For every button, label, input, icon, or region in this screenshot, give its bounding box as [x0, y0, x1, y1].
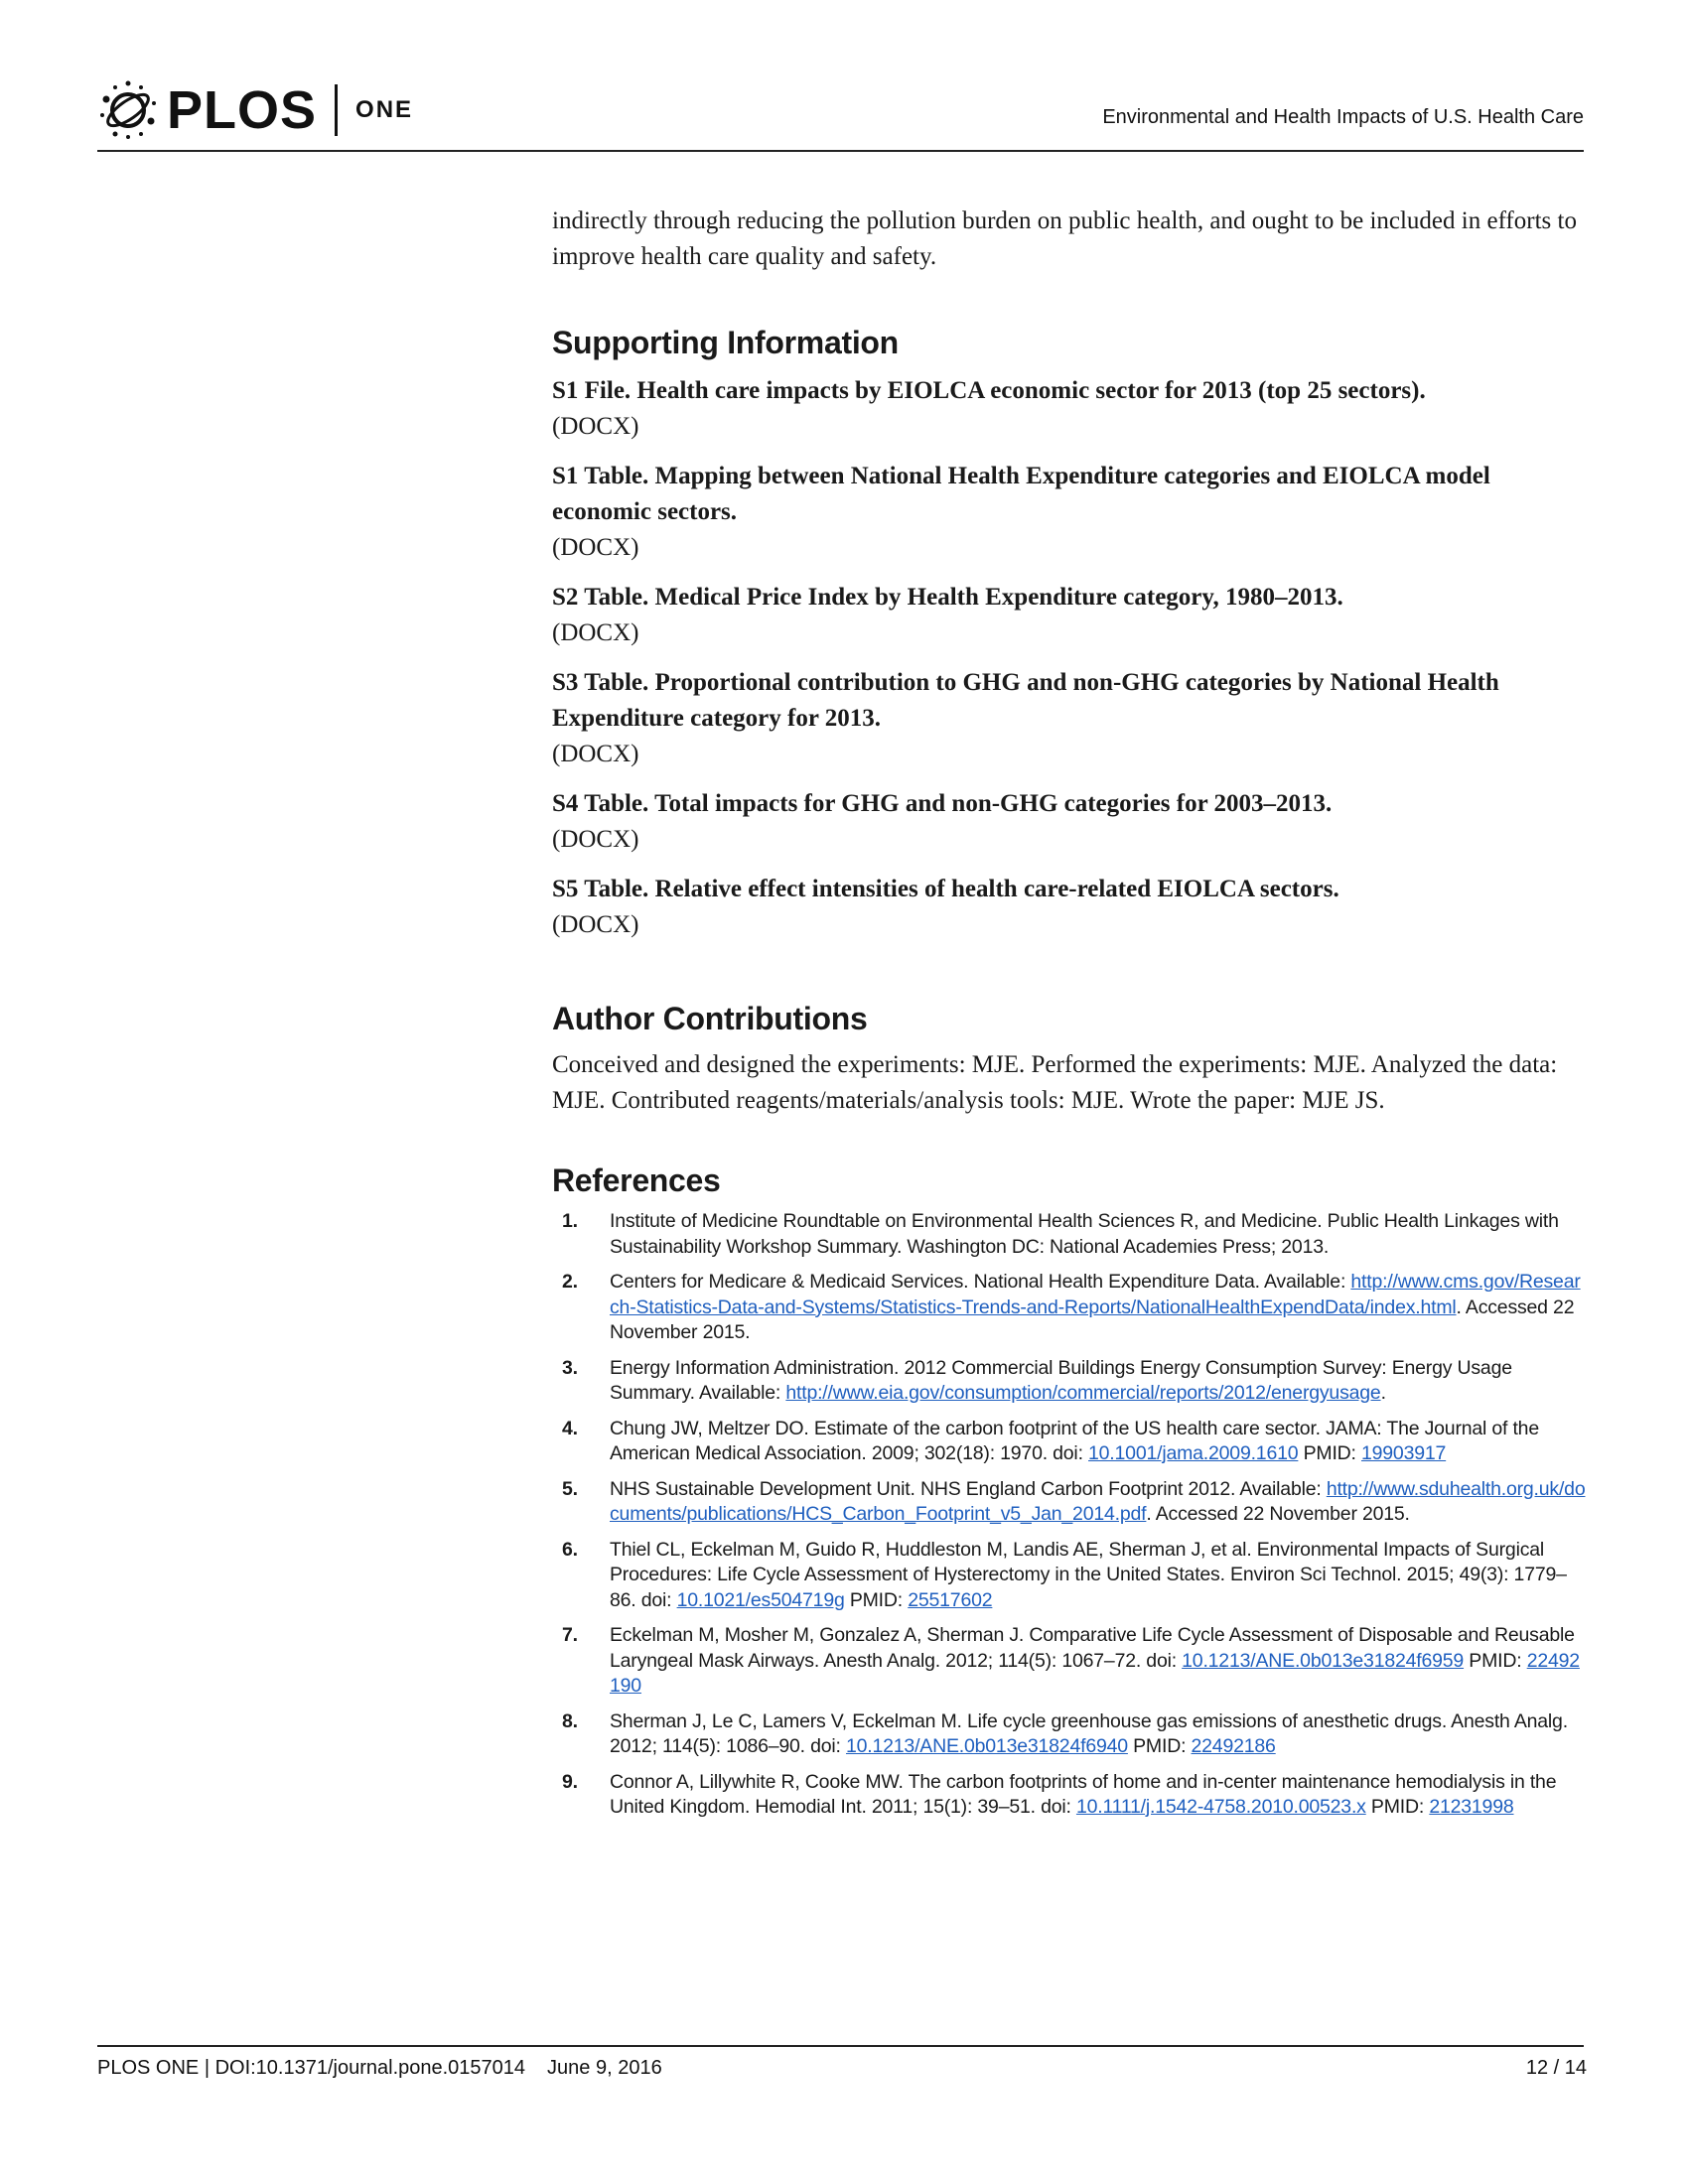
- reference-text-segment: PMID:: [1127, 1735, 1192, 1757]
- plos-globe-icon: [97, 79, 159, 141]
- logo-plos-text: PLOS: [167, 80, 318, 140]
- footer-divider: [97, 2045, 1584, 2047]
- reference-link[interactable]: 21231998: [1429, 1796, 1514, 1818]
- si-item[interactable]: [552, 373, 1587, 445]
- si-item-format: (DOCX): [552, 741, 639, 767]
- reference-number: 5.: [562, 1477, 578, 1500]
- si-item-title[interactable]: S1 Table. Mapping between National Health Expenditure categories and EIOLCA model economic sectors.: [552, 463, 1490, 525]
- reference-link[interactable]: 25517602: [908, 1588, 993, 1611]
- reference-number: 8.: [562, 1709, 578, 1732]
- intro-paragraph: indirectly through reducing the pollution burden on public health, and ought to be included in efforts to improve health care quality and safety.: [552, 207, 1577, 270]
- reference-text-segment: .: [1380, 1382, 1386, 1404]
- footer-citation: [97, 2057, 662, 2080]
- reference-text-segment: Connor A, Lillywhite R, Cooke MW. The carbon footprints of home and in-center maintenance hemodialysis in the United Kingdom. Hemodial Int. 2011; 15(1): 39–51. doi:: [610, 1770, 1557, 1818]
- reference-text: [610, 1478, 1585, 1526]
- reference-text-segment: Chung JW, Meltzer DO. Estimate of the carbon footprint of the US health care sector. JAMA: The Journal of the American Medical Association. 2009; 302(18): 1970. doi:: [610, 1417, 1539, 1464]
- reference-text-segment: Energy Information Administration. 2012 Commercial Buildings Energy Consumption Survey: Energy Usage Summary. Available:: [610, 1356, 1512, 1404]
- reference-text-segment: NHS Sustainable Development Unit. NHS England Carbon Footprint 2012. Available:: [610, 1477, 1327, 1500]
- reference-number: 3.: [562, 1356, 578, 1379]
- reference-number: 4.: [562, 1417, 578, 1439]
- si-item-title[interactable]: S1 File. Health care impacts by EIOLCA economic sector for 2013 (top 25 sectors).: [552, 377, 1426, 404]
- reference-link[interactable]: http://www.cms.gov/Research-Statistics-Data-and-Systems/Statistics-Trends-and-Reports/NationalHealthExpendData/index.html: [610, 1271, 1581, 1318]
- reference-link[interactable]: 10.1213/ANE.0b013e31824f6940: [845, 1735, 1128, 1757]
- reference-link[interactable]: 10.1111/j.1542-4758.2010.00523.x: [1075, 1796, 1366, 1818]
- footer-date: June 9, 2016: [547, 2057, 662, 2079]
- reference-item: [552, 1538, 1587, 1614]
- si-item-format: (DOCX): [552, 826, 639, 853]
- reference-text: [610, 1357, 1512, 1405]
- logo-one-text: ONE: [355, 96, 414, 123]
- reference-link[interactable]: 19903917: [1361, 1442, 1447, 1464]
- reference-text: [610, 1210, 1559, 1258]
- references-list: [552, 1209, 1587, 1821]
- si-item-title[interactable]: S3 Table. Proportional contribution to GHG and non-GHG categories by National Health Expenditure category for 2013.: [552, 669, 1499, 732]
- author-contributions-heading: Author Contributions: [552, 1001, 868, 1036]
- reference-item: [552, 1477, 1587, 1528]
- reference-item: [552, 1417, 1587, 1467]
- reference-text: [610, 1539, 1567, 1611]
- reference-number: 1.: [562, 1210, 578, 1232]
- reference-link[interactable]: 22492190: [610, 1649, 1580, 1697]
- supporting-info-list: [552, 373, 1587, 943]
- reference-text-segment: PMID:: [844, 1588, 909, 1611]
- reference-text-segment: . Accessed 22 November 2015.: [1146, 1503, 1410, 1525]
- reference-text-segment: Thiel CL, Eckelman M, Guido R, Huddleston M, Landis AE, Sherman J, et al. Environmental Impacts of Surgical Procedures: Life Cycle Assessment of Hysterectomy in the United States. Environ Sci Technol. 2015; 49(3): 1779–86. doi:: [610, 1538, 1567, 1611]
- reference-text-segment: Centers for Medicare & Medicaid Services. National Health Expenditure Data. Available:: [610, 1271, 1351, 1293]
- footer-journal-doi[interactable]: PLOS ONE | DOI:10.1371/journal.pone.0157014: [97, 2057, 526, 2079]
- reference-text: [610, 1771, 1556, 1819]
- reference-link[interactable]: 10.1213/ANE.0b013e31824f6959: [1182, 1649, 1465, 1672]
- page-header: [97, 73, 1584, 151]
- si-item-format: (DOCX): [552, 619, 639, 646]
- reference-link[interactable]: http://www.sduhealth.org.uk/documents/publications/HCS_Carbon_Footprint_v5_Jan_2014.pdf: [610, 1477, 1586, 1525]
- reference-text: [610, 1271, 1581, 1343]
- main-content: [552, 204, 1587, 1831]
- si-item[interactable]: [552, 872, 1587, 943]
- reference-link[interactable]: http://www.eia.gov/consumption/commercial/reports/2012/energyusage: [785, 1382, 1381, 1404]
- reference-number: 2.: [562, 1271, 578, 1293]
- references-heading: References: [552, 1162, 721, 1198]
- logo-divider: [335, 84, 338, 136]
- plos-one-logo[interactable]: [97, 79, 413, 141]
- running-title: Environmental and Health Impacts of U.S. Health Care: [1102, 106, 1584, 128]
- si-item[interactable]: [552, 459, 1587, 566]
- reference-number: 6.: [562, 1538, 578, 1561]
- reference-text-segment: . Accessed 22 November 2015.: [610, 1296, 1575, 1343]
- header-divider: [97, 150, 1584, 152]
- reference-item: [552, 1270, 1587, 1346]
- reference-item: [552, 1209, 1587, 1260]
- reference-text: [610, 1624, 1580, 1697]
- reference-link[interactable]: 10.1001/jama.2009.1610: [1088, 1442, 1299, 1464]
- reference-link[interactable]: 22492186: [1191, 1735, 1276, 1757]
- reference-text: [610, 1418, 1539, 1465]
- si-item-format: (DOCX): [552, 413, 639, 440]
- si-item[interactable]: [552, 665, 1587, 772]
- si-item-title[interactable]: S4 Table. Total impacts for GHG and non-GHG categories for 2003–2013.: [552, 790, 1333, 817]
- si-item-title[interactable]: S5 Table. Relative effect intensities of health care-related EIOLCA sectors.: [552, 876, 1339, 902]
- reference-text-segment: PMID:: [1365, 1796, 1430, 1818]
- reference-item: [552, 1770, 1587, 1821]
- reference-text: [610, 1710, 1568, 1758]
- si-item-format: (DOCX): [552, 911, 639, 938]
- reference-text-segment: Institute of Medicine Roundtable on Environmental Health Sciences R, and Medicine. Public Health Linkages with Sustainability Workshop Summary. Washington DC: National Academies Press; 2013.: [610, 1210, 1559, 1258]
- si-item-format: (DOCX): [552, 534, 639, 561]
- page-number: 12 / 14: [1525, 2057, 1587, 2079]
- si-item[interactable]: [552, 786, 1587, 858]
- supporting-info-heading: Supporting Information: [552, 325, 899, 360]
- reference-number: 9.: [562, 1770, 578, 1793]
- reference-item: [552, 1709, 1587, 1760]
- reference-text-segment: PMID:: [1298, 1442, 1361, 1464]
- reference-item: [552, 1623, 1587, 1700]
- si-item[interactable]: [552, 580, 1587, 651]
- reference-number: 7.: [562, 1624, 578, 1646]
- reference-text-segment: Sherman J, Le C, Lamers V, Eckelman M. Life cycle greenhouse gas emissions of anesthetic drugs. Anesth Analg. 2012; 114(5): 1086–90. doi:: [610, 1709, 1568, 1757]
- author-contributions-text: Conceived and designed the experiments: MJE. Performed the experiments: MJE. Analyzed the data: MJE. Contributed reagents/materials/analysis tools: MJE. Wrote the paper: MJE JS.: [552, 1051, 1558, 1114]
- reference-item: [552, 1356, 1587, 1407]
- reference-text-segment: Eckelman M, Mosher M, Gonzalez A, Sherman J. Comparative Life Cycle Assessment of Disposable and Reusable Laryngeal Mask Airways. Anesth Analg. 2012; 114(5): 1067–72. doi:: [610, 1624, 1575, 1672]
- si-item-title[interactable]: S2 Table. Medical Price Index by Health Expenditure category, 1980–2013.: [552, 584, 1343, 611]
- reference-link[interactable]: 10.1021/es504719g: [676, 1588, 845, 1611]
- reference-text-segment: PMID:: [1464, 1649, 1527, 1672]
